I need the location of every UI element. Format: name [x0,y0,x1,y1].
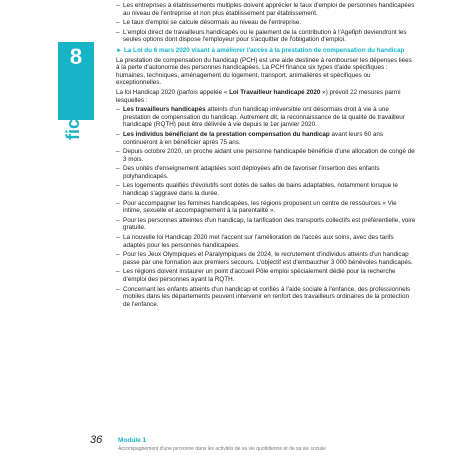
list-item: – Des unités d'enseignement adaptées sont déployées afin de favoriser l'insertion des enfants polyhandicapés. [116,165,416,180]
triangle-bullet-icon: ► [116,46,123,54]
list-item: – Concernant les enfants atteints d'un handicap et confiés à l'aide sociale à l'enfance, des professionnels mobiles dans les départements peuvent intervenir en renfort des travailleurs ordinaires de la protection de l'enfance. [116,286,416,309]
list-item: – Pour accompagner les femmes handicapées, les régions proposent un centre de ressources « Vie intime, sexuelle et accompagnement à la parentalité ». [116,200,416,215]
fiche-number: 8 [69,44,83,69]
list-item: – Les individus bénéficiant de la prestation compensation du handicap avant leurs 60 ans continueront à en bénéficier après 75 ans. [116,131,416,146]
paragraph: La loi Handicap 2020 (parfois appelée « Loi Travailleur handicapé 2020 ») prévoit 22 mesures parmi lesquelles : [116,88,401,104]
fiche-word: fiche [63,97,83,140]
list-item: – La nouvelle loi Handicap 2020 met l'accent sur l'amélioration de l'accès aux soins, avec des tarifs adaptés pour les personnes handicapées. [116,234,416,249]
list-item: – Pour les personnes atteintes d'un handicap, la tarification des transports collectifs est préférentielle, voire gratuite. [116,217,416,232]
list-item: – Depuis octobre 2020, un proche aidant une personne handicapée bénéficie d'une allocation de congé de 3 mois. [116,148,416,163]
fiche-word-wrap [58,42,94,140]
list-item: – L'emploi direct de travailleurs handicapés ou le paiement de la contribution à l'Agefiph deviendront les seules options dont dispose l'employeur pour s'acquitter de l'obligation d'emploi. [116,29,416,44]
list-item: – Le taux d'emploi se calcule désormais au niveau de l'entreprise. [116,19,416,27]
page-content [116,2,416,310]
list-item: – Pour les Jeux Olympiques et Paralympiques de 2024, le recrutement d'individus atteints d'un handicap passe par une formation aux premiers secours. L'objectif est d'embaucher 3 000 bénévoles handicapés. [116,251,416,266]
section-heading-text: La Loi du 6 mars 2020 visant à améliorer l'accès à la prestation de compensation du handicap [124,46,405,54]
footer-module-subtitle: Accompagnement d'une personne dans les activités de sa vie quotidienne et de sa vie sociale [118,446,327,452]
list-item: – Les entreprises à établissements multiples doivent apprécier le taux d'emploi de personnes handicapées au niveau de l'entreprise et non plus établissement par établissement. [116,2,416,17]
list-item: – Les régions doivent instaurer un point d'accueil Pôle emploi spécialement dédié pour la recherche d'emploi des personnes ayant la RQTH. [116,268,416,283]
list-item: – Les travailleurs handicapés atteints d'un handicap irréversible ont désormais droit à vie à une prestation de compensation du handicap. Autrement dit, la reconnaissance de la qualité de travailleur handicapé (RQTH) peut être délivrée à vie depuis le 1er janvier 2020. [116,106,416,129]
paragraph: La prestation de compensation du handicap (PCH) est une aide destinée à rembourser les dépenses liées à la perte d'autonomie des personnes handicapées. La PCH finance six types d'aide spécifiques : humaines, techniques, aménagement du logement, transport, animalières et spécifiques ou exceptionnelles. [116,56,412,87]
section-heading [116,47,416,55]
footer-module-title: Module 1 [118,437,147,444]
page-number: 36 [90,434,103,446]
list-item: – Les logements qualifiés d'évolutifs sont dotés de salles de bains adaptables, notamment lorsque le handicap s'aggrave dans la durée. [116,182,416,197]
